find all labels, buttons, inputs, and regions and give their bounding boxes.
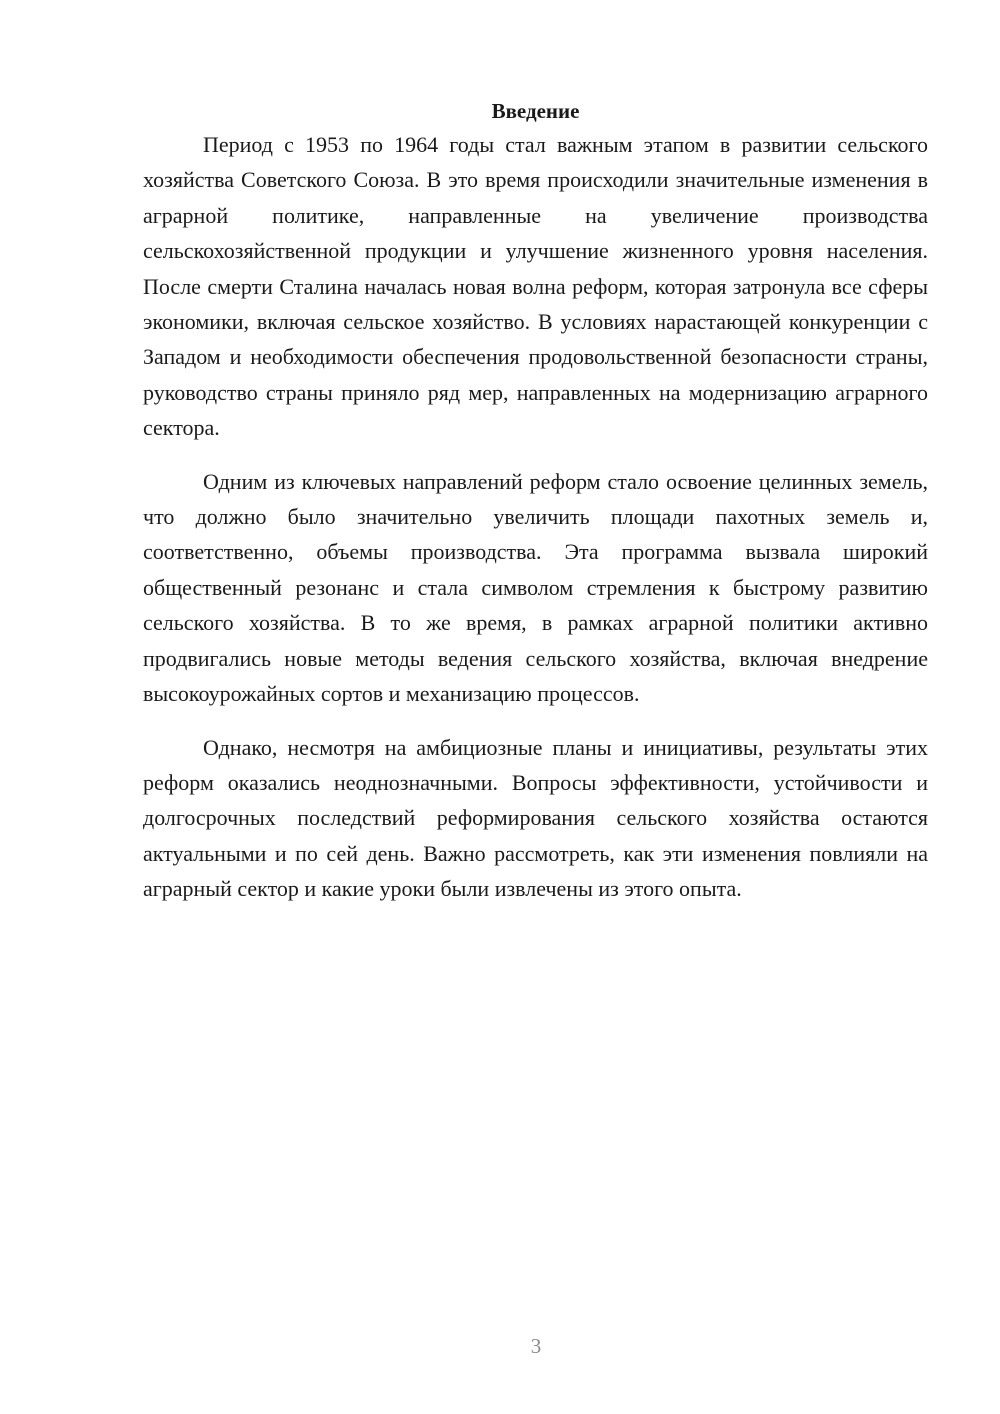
page-content (143, 96, 928, 925)
section-heading: Введение (491, 99, 580, 123)
page-number: 3 (530, 1334, 542, 1358)
paragraph-1: Период с 1953 по 1964 годы стал важным этапом в развитии сельского хозяйства Советского Союза. В это время происходили значительные изменения в аграрной политике, направленные на увеличение производства сельскохозяйственной продукции и улучшение жизненного уровня населения. После смерти Сталина началась новая волна реформ, которая затронула все сферы экономики, включая сельское хозяйство. В условиях нарастающей конкуренции с Западом и необходимости обеспечения продовольственной безопасности страны, руководство страны приняло ряд мер, направленных на модернизацию аграрного сектора. (143, 132, 928, 441)
paragraph-2: Одним из ключевых направлений реформ стало освоение целинных земель, что должно было значительно увеличить площади пахотных земель и, соответственно, объемы производства. Эта программа вызвала широкий общественный резонанс и стала символом стремления к быстрому развитию сельского хозяйства. В то же время, в рамках аграрной политики активно продвигались новые методы ведения сельского хозяйства, включая внедрение высокоурожайных сортов и механизацию процессов. (143, 468, 928, 707)
paragraph-3: Однако, несмотря на амбициозные планы и инициативы, результаты этих реформ оказались неоднозначными. Вопросы эффективности, устойчивости и долгосрочных последствий реформирования сельского хозяйства остаются актуальными и по сей день. Важно рассмотреть, как эти изменения повлияли на аграрный сектор и какие уроки были извлечены из этого опыта. (143, 734, 928, 902)
